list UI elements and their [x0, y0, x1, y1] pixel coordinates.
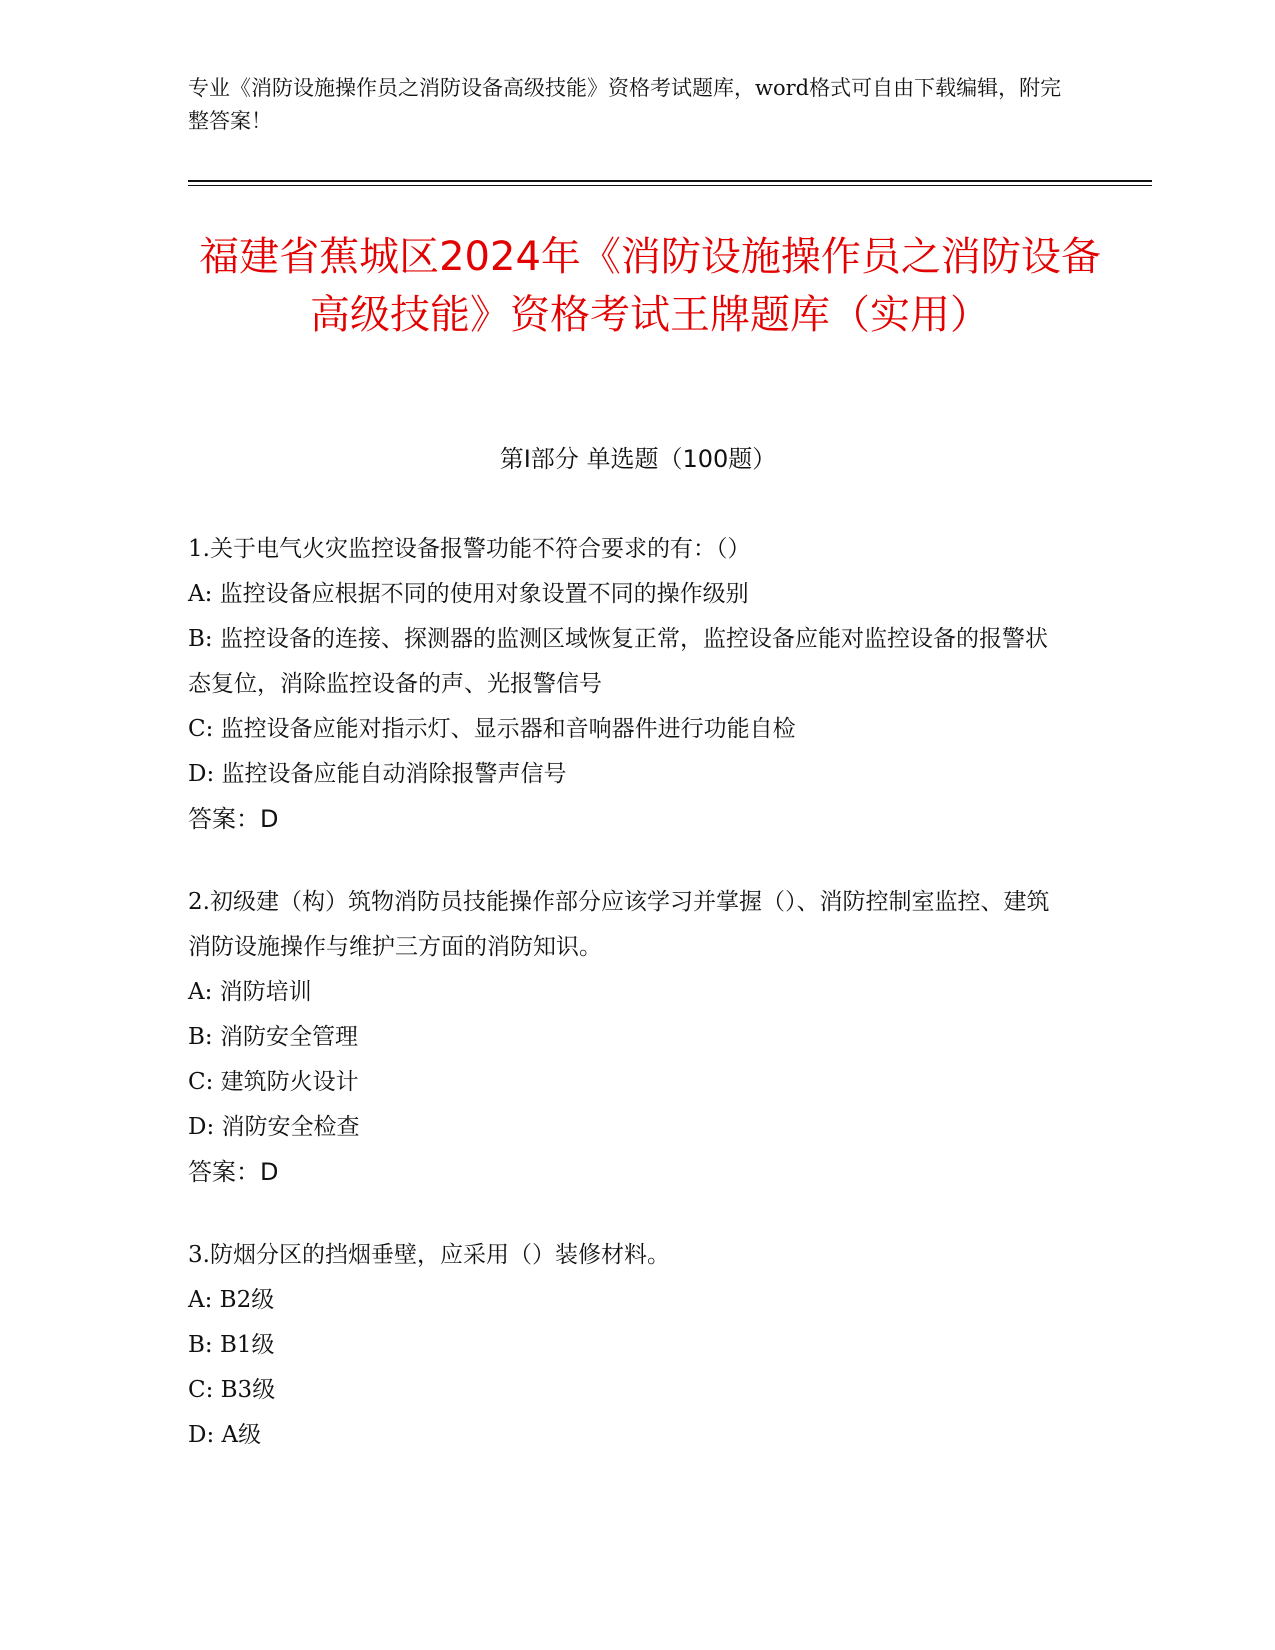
option-d: D: A级 — [188, 1422, 262, 1448]
option-b: B: 消防安全管理 — [188, 1024, 358, 1050]
question-item — [188, 880, 1068, 1195]
option-d: D: 监控设备应能自动消除报警声信号 — [188, 761, 567, 787]
option-c: C: B3级 — [188, 1377, 276, 1403]
question-item — [188, 1233, 1068, 1458]
option-a: A: 监控设备应根据不同的使用对象设置不同的操作级别 — [188, 581, 749, 607]
question-text: 2.初级建（构）筑物消防员技能操作部分应该学习并掌握（）、消防控制室监控、建筑消防设施操作与维护三方面的消防知识。 — [188, 889, 1050, 960]
document-title: 福建省蕉城区2024年《消防设施操作员之消防设备高级技能》资格考试王牌题库（实用） — [199, 234, 1101, 338]
question-item — [188, 527, 1068, 842]
question-text: 3.防烟分区的挡烟垂壁，应采用（）装修材料。 — [188, 1242, 670, 1268]
option-c: C: 监控设备应能对指示灯、显示器和音响器件进行功能自检 — [188, 716, 796, 742]
option-b: B: B1级 — [188, 1332, 275, 1358]
section-heading: 第I部分 单选题（100题） — [499, 445, 777, 473]
answer-line: 答案：D — [188, 1158, 279, 1186]
intro-text: 专业《消防设施操作员之消防设备高级技能》资格考试题库，word格式可自由下载编辑，附完整答案！ — [188, 76, 1062, 133]
answer-line: 答案：D — [188, 805, 279, 833]
question-list — [188, 527, 1068, 1496]
header-divider — [188, 180, 1152, 182]
question-text: 1.关于电气火灾监控设备报警功能不符合要求的有：（） — [188, 536, 751, 562]
option-a: A: 消防培训 — [188, 979, 312, 1005]
option-d: D: 消防安全检查 — [188, 1114, 360, 1140]
option-b: B: 监控设备的连接、探测器的监测区域恢复正常，监控设备应能对监控设备的报警状态复位，消除监控设备的声、光报警信号 — [188, 626, 1048, 697]
option-c: C: 建筑防火设计 — [188, 1069, 359, 1095]
option-a: A: B2级 — [188, 1287, 275, 1313]
header-divider-thin — [188, 185, 1152, 186]
